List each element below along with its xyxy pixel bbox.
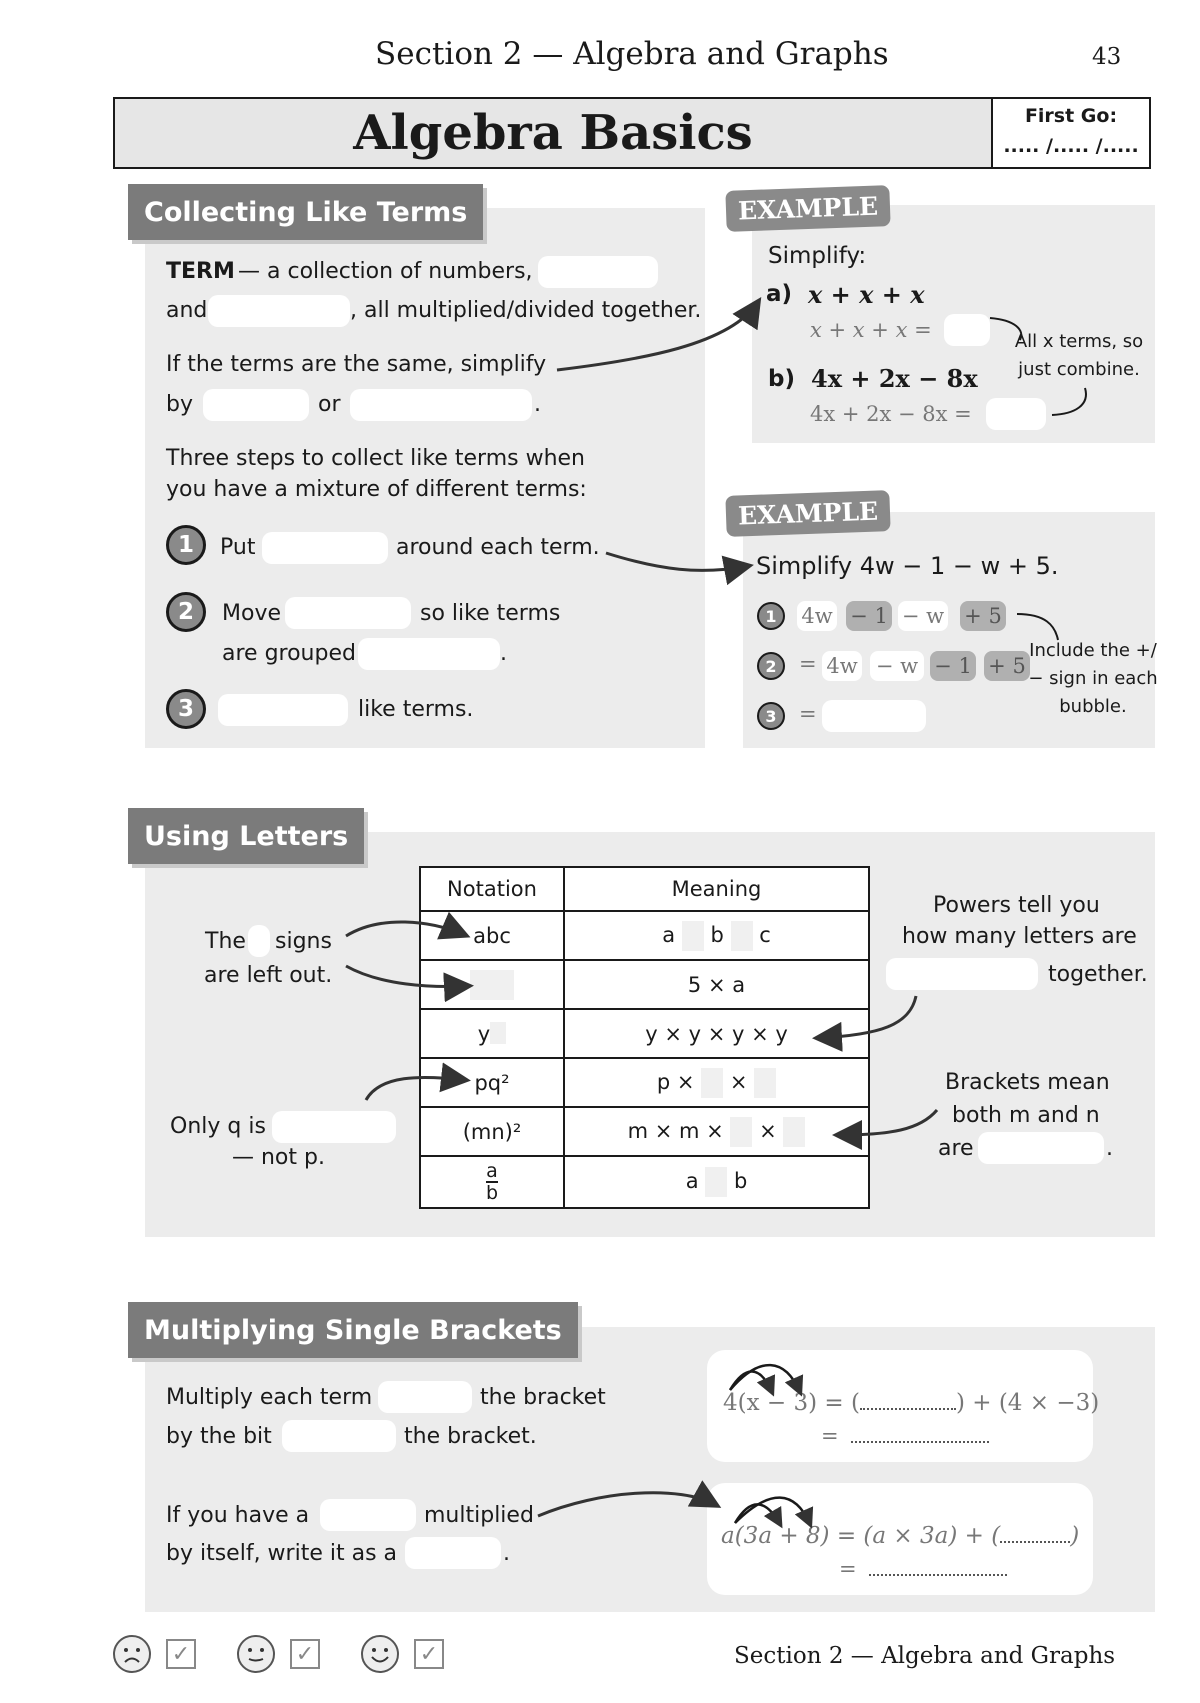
three-steps-2: you have a mixture of different terms: xyxy=(166,477,587,502)
example1-a-label: a) xyxy=(766,281,793,307)
notation-table xyxy=(419,866,870,1209)
if-line2-b: . xyxy=(503,1541,510,1566)
blank-step3[interactable] xyxy=(218,694,348,726)
signs-left: are left out. xyxy=(204,963,333,988)
brackets-note-end: . xyxy=(1106,1136,1113,1161)
meaning-cell: 5 × a xyxy=(564,960,869,1009)
blank-term-2[interactable] xyxy=(208,295,350,327)
three-steps-1: Three steps to collect like terms when xyxy=(166,446,585,471)
mult-line1-a: Multiply each term xyxy=(166,1385,373,1410)
notation-cell: abc xyxy=(420,911,564,960)
example2-note: Include the +/− sign in each bubble. xyxy=(1028,640,1158,717)
blank-example2-row3[interactable] xyxy=(822,700,926,732)
first-go-box xyxy=(991,97,1151,169)
example1-note: All x terms, so just combine. xyxy=(1014,331,1144,380)
example2-row1-bubble-3: − w xyxy=(898,601,948,631)
powers-2: how many letters are xyxy=(902,924,1137,949)
notation-cell xyxy=(420,960,564,1009)
blank-same-2[interactable] xyxy=(350,389,532,421)
if-line1-a: If you have a xyxy=(166,1503,310,1528)
notation-cell: y xyxy=(420,1009,564,1058)
blank-meaning-5b[interactable] xyxy=(783,1117,805,1147)
letters-tab: Using Letters xyxy=(128,808,364,864)
example2-row2-bubble-2: − w xyxy=(870,651,924,681)
blank-meaning-1b[interactable] xyxy=(731,921,753,951)
step3-rest: like terms. xyxy=(358,697,474,722)
blank-ex1-2[interactable] xyxy=(851,1441,989,1443)
bracket-example-2-line1: a(3a + 8) = (a × 3a) + ( ) xyxy=(721,1523,1080,1549)
page-number: 43 xyxy=(1092,44,1122,70)
neutral-face-icon[interactable] xyxy=(237,1635,275,1673)
bracket-example-1-line1: 4(x − 3) = ( ) + (4 × −3) xyxy=(723,1390,1100,1416)
blank-mult-2[interactable] xyxy=(282,1420,396,1452)
blank-meaning-5a[interactable] xyxy=(730,1117,752,1147)
step2-end: . xyxy=(500,641,507,666)
same-line1: If the terms are the same, simplify xyxy=(166,352,547,377)
same-or: or xyxy=(318,392,341,417)
section-title: Section 2 — Algebra and Graphs xyxy=(375,36,889,72)
notation-cell: (mn)² xyxy=(420,1107,564,1156)
example2-row1-bubble-1: 4w xyxy=(797,601,837,631)
same-by: by xyxy=(166,392,193,417)
brackets-note-1: Brackets mean xyxy=(945,1070,1110,1095)
term-line1: — a collection of numbers, xyxy=(238,259,533,284)
checkbox-neutral[interactable]: ✓ xyxy=(290,1639,320,1669)
if-line1-b: multiplied xyxy=(424,1503,534,1528)
example2-row1-bubble-4: + 5 xyxy=(960,601,1006,631)
example2-row2-eq: = xyxy=(799,652,817,676)
example2-row3-eq: = xyxy=(799,702,817,726)
table-header-meaning: Meaning xyxy=(564,867,869,911)
example1-tab: EXAMPLE xyxy=(725,185,890,232)
example2-row1-bubble-2: − 1 xyxy=(846,601,892,631)
first-go-date[interactable]: ..... /..... /..... xyxy=(1003,135,1139,157)
blank-notation-3[interactable] xyxy=(490,1022,506,1044)
same-end: . xyxy=(534,392,541,417)
term-line2-and: and xyxy=(166,298,208,323)
bracket-example-2 xyxy=(707,1483,1093,1595)
blank-signs[interactable] xyxy=(248,925,270,957)
title-bar xyxy=(113,97,1149,169)
step2-grouped: are grouped xyxy=(222,641,356,666)
if-line2-a: by itself, write it as a xyxy=(166,1541,398,1566)
step2-number: 2 xyxy=(166,592,206,632)
mult-line2-b: the bracket. xyxy=(404,1424,537,1449)
table-row xyxy=(420,1009,869,1058)
first-go-label: First Go: xyxy=(1024,105,1118,127)
footer-section-title: Section 2 — Algebra and Graphs xyxy=(734,1643,1116,1669)
table-row xyxy=(420,960,869,1009)
signs-the: The xyxy=(205,929,246,954)
example2-row2-bubble-1: 4w xyxy=(822,651,862,681)
table-header-notation: Notation xyxy=(420,867,564,911)
example2-row2-bubble-4: + 5 xyxy=(984,651,1030,681)
step3-number: 3 xyxy=(166,689,206,729)
signs-signs: signs xyxy=(275,929,332,954)
blank-step1[interactable] xyxy=(262,532,388,564)
only-q: Only q is xyxy=(170,1114,266,1139)
blank-if-2[interactable] xyxy=(405,1537,501,1569)
sad-face-icon[interactable] xyxy=(113,1635,151,1673)
example1-b-label: b) xyxy=(768,366,795,392)
notation-cell: pq² xyxy=(420,1058,564,1107)
meaning-cell: a b xyxy=(564,1156,869,1208)
mult-line1-b: the bracket xyxy=(480,1385,606,1410)
step1-put: Put xyxy=(220,535,256,560)
bracket-example-1 xyxy=(707,1350,1100,1462)
table-row xyxy=(420,1156,869,1208)
step1-number: 1 xyxy=(166,525,206,565)
blank-meaning-1a[interactable] xyxy=(682,921,704,951)
checkbox-sad[interactable]: ✓ xyxy=(166,1639,196,1669)
blank-notation-2[interactable] xyxy=(470,970,514,1000)
blank-brackets[interactable] xyxy=(978,1132,1104,1164)
blank-meaning-6[interactable] xyxy=(705,1167,727,1197)
powers-3: together. xyxy=(1048,962,1148,987)
bracket-example-1-line2: = xyxy=(821,1424,989,1448)
example2-row1-number: 1 xyxy=(757,602,785,630)
blank-ex2-2[interactable] xyxy=(869,1574,1007,1576)
fraction-denominator: b xyxy=(485,1181,499,1204)
blank-example1-b[interactable] xyxy=(986,398,1046,430)
example2-row2-bubble-3: − 1 xyxy=(930,651,976,681)
notation-cell xyxy=(420,1156,564,1208)
example2-tab: EXAMPLE xyxy=(725,490,890,537)
brackets-note-3: are xyxy=(938,1136,974,1161)
blank-meaning-4a[interactable] xyxy=(701,1068,723,1098)
example2-prompt: Simplify 4w − 1 − w + 5. xyxy=(756,552,1059,580)
example1-b-expr: 4x + 2x − 8x xyxy=(811,364,978,393)
blank-ex1-1[interactable] xyxy=(860,1408,956,1410)
term-line2-rest: , all multiplied/divided together. xyxy=(350,298,702,323)
step2-move: Move xyxy=(222,601,281,626)
example1-simplify: Simplify: xyxy=(768,243,867,269)
blank-only-q[interactable] xyxy=(272,1111,396,1143)
page-title: Algebra Basics xyxy=(353,105,753,161)
example1-a-expr: x + x + x xyxy=(808,280,925,309)
blank-powers[interactable] xyxy=(886,958,1038,990)
table-row xyxy=(420,1058,869,1107)
happy-face-icon[interactable] xyxy=(361,1635,399,1673)
step1-rest: around each term. xyxy=(396,535,600,560)
meaning-cell: m × m × × xyxy=(564,1107,869,1156)
blank-step2-2[interactable] xyxy=(358,638,500,670)
blank-if-1[interactable] xyxy=(320,1499,416,1531)
example1-b-work: 4x + 2x − 8x = xyxy=(810,402,972,426)
term-label: TERM xyxy=(166,259,235,284)
meaning-cell: y × y × y × y xyxy=(564,1009,869,1058)
blank-term-1[interactable] xyxy=(538,256,658,288)
blank-step2-1[interactable] xyxy=(285,597,411,629)
powers-1: Powers tell you xyxy=(933,893,1100,918)
collecting-tab: Collecting Like Terms xyxy=(128,184,483,240)
mult-line2-a: by the bit xyxy=(166,1424,272,1449)
example2-row2-number: 2 xyxy=(757,652,785,680)
fraction-numerator: a xyxy=(486,1159,498,1182)
blank-example1-a[interactable] xyxy=(944,314,990,346)
brackets-note-2: both m and n xyxy=(952,1103,1100,1128)
meaning-cell: p × × xyxy=(564,1058,869,1107)
blank-mult-1[interactable] xyxy=(378,1381,472,1413)
checkbox-happy[interactable]: ✓ xyxy=(414,1639,444,1669)
blank-meaning-4b[interactable] xyxy=(754,1068,776,1098)
example1-a-work: x + x + x = xyxy=(810,318,932,342)
step2-so: so like terms xyxy=(420,601,561,626)
table-row xyxy=(420,1107,869,1156)
meaning-cell: a b c xyxy=(564,911,869,960)
blank-same-1[interactable] xyxy=(203,389,309,421)
table-row xyxy=(420,911,869,960)
brackets-tab: Multiplying Single Brackets xyxy=(128,1302,578,1358)
blank-ex2-1[interactable] xyxy=(1000,1541,1070,1543)
not-p: — not p. xyxy=(232,1145,325,1170)
bracket-example-2-line2: = xyxy=(839,1557,1007,1581)
example2-row3-number: 3 xyxy=(757,702,785,730)
